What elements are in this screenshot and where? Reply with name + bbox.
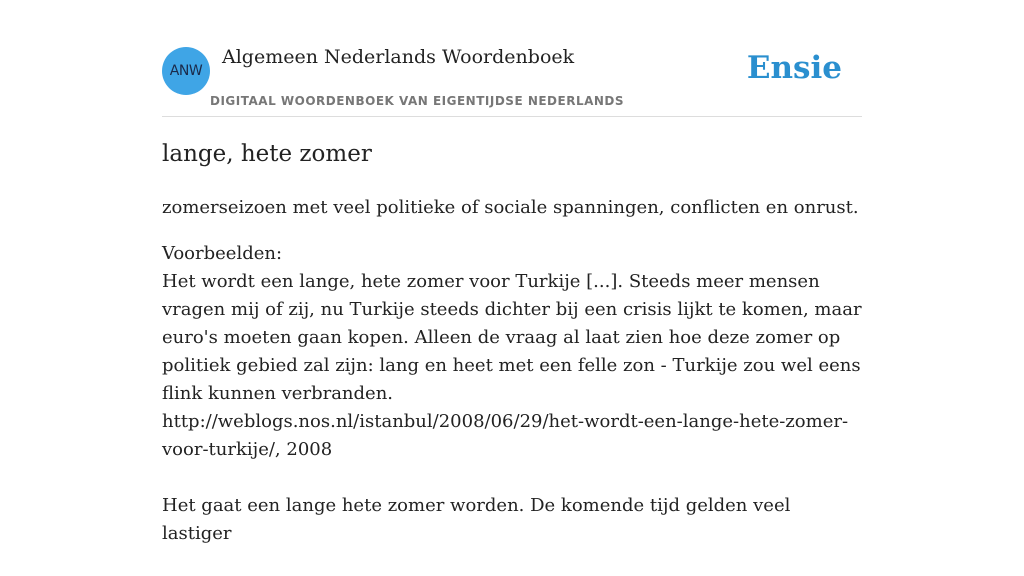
example-source: http://weblogs.nos.nl/istanbul/2008/06/29/het-wordt-een-lange-hete-zomer-voor-turkije/, 2008 (162, 411, 849, 460)
page-container (162, 0, 862, 544)
example-text: Het wordt een lange, hete zomer voor Turkije [...]. Steeds meer mensen vragen mij of zij, nu Turkije steeds dichter bij een crisis lijkt te komen, maar euro's moeten gaan kopen. Alleen de vraag al laat zien hoe deze zomer op politiek gebied zal zijn: lang en heet met een felle zon - Turkije zou wel eens flink kunnen verbranden. (162, 271, 862, 404)
entry-definition: zomerseizoen met veel politieke of sociale spanningen, conflicten en onrust. (162, 197, 859, 218)
ensie-logo[interactable]: Ensie (746, 50, 842, 86)
dictionary-title[interactable]: Algemeen Nederlands Woordenboek (222, 46, 575, 68)
entry-term: lange, hete zomer (162, 141, 372, 167)
examples-label: Voorbeelden: (162, 243, 283, 264)
anw-logo[interactable]: ANW (162, 47, 210, 95)
examples-section (162, 240, 862, 576)
example-text: Het gaat een lange hete zomer worden. De komende tijd gelden veel lastiger (162, 495, 791, 544)
example-item (162, 492, 862, 548)
header (162, 0, 862, 117)
example-item (162, 268, 862, 464)
dictionary-subtitle: DIGITAAL WOORDENBOEK VAN EIGENTIJDSE NEDERLANDS (210, 94, 625, 108)
